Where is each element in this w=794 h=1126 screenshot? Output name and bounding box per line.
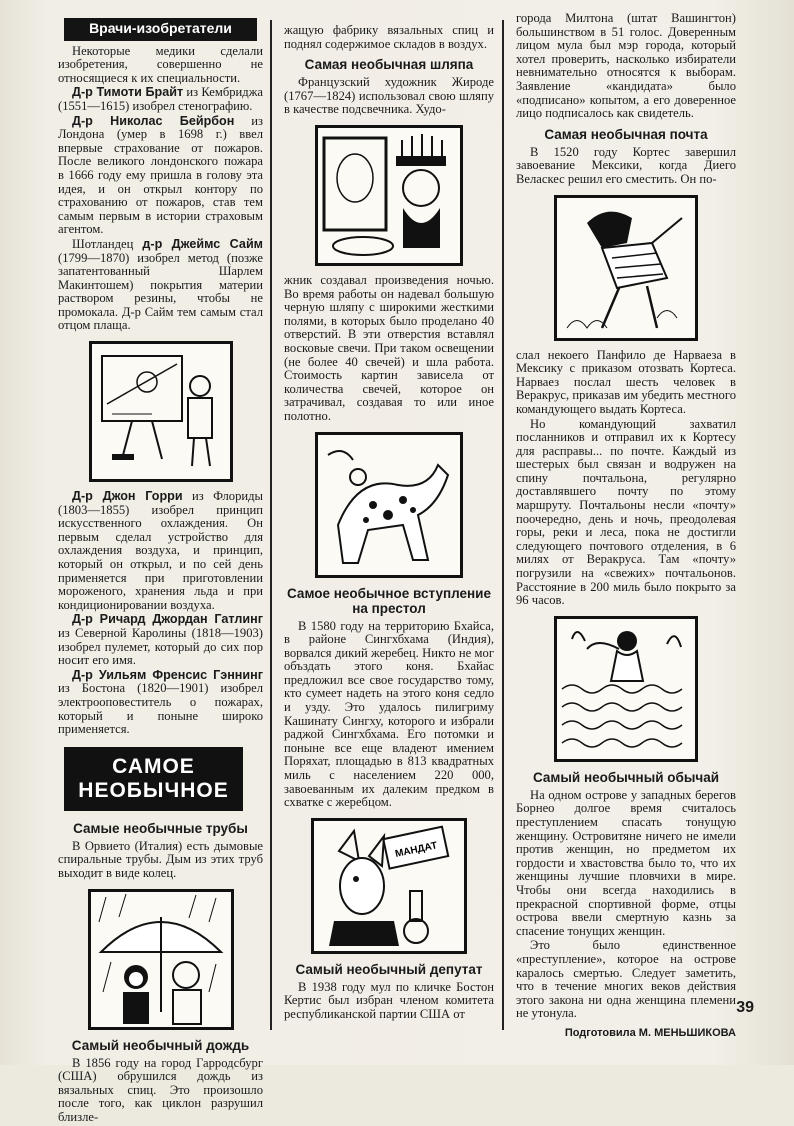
mandate-sign-text: МАНДАТ xyxy=(394,840,439,860)
paragraph-syme: Шотландец д-р Джеймс Сайм (1799—1870) изобрел метод (позже запатентованный Шарлем Макинтошем) покрытия материи раствором резины, чтобы не промокала. Д-р Сайм тем самым стал отцом плаща. xyxy=(58,236,263,333)
paragraph-hat-1: Французский художник Жироде (1767—1824) использовал свою шляпу в качестве подсвечника. Худо- xyxy=(284,75,494,117)
section-title-banner: САМОЕ НЕОБЫЧНОЕ xyxy=(64,747,243,811)
illustration-umbrella-rain xyxy=(88,889,234,1030)
page-number: 39 xyxy=(736,999,754,1016)
column-right xyxy=(516,12,736,1041)
illustration-engineer xyxy=(89,341,233,482)
paragraph-bright: Д-р Тимоти Брайт из Кембриджа (1551—1615) изобрел стенографию. xyxy=(58,85,263,113)
paragraph-post-3: Но командующий захватил посланников и отправил их к Кортесу для расправы... по почте. Каждый из шестерых был связан и водружен на спину почтальона, регулярно доставлявшего почту по этому маршруту. Почтальоны несли «почту» поочередно, день и ночь, преодолевая горы, реки и леса, пока не достигли следующего почтового отделения, в 6 милях от Веракруса. Там «почту» погрузили на «свежих» почтальонов. Расстояние в 200 миль было покрыто за 96 часов. xyxy=(516,416,736,608)
paragraph-rain: В 1856 году на город Гарродсбург (США) обрушился дождь из вязальных спиц. Это произошло после того, как циклон разрушил близле- xyxy=(58,1055,263,1124)
paragraph-hat-2: жник создавал произведения ночью. Во время работы он надевал большую черную шляпу с широкими жесткими полями, в которых было проделано 40 отверстий. В эти отверстия вставлял восковые свечи. При таком освещении (не более 40 свечей) и шла работа. Стоимость картин зависела от количества свечей, которое он затрачивал, создавая то или иное полотно. xyxy=(284,272,494,423)
illustration-mule-deputy xyxy=(311,818,467,954)
illustration-painter-hat xyxy=(315,125,463,266)
illustration-mail-carrier xyxy=(554,195,698,341)
illustration-wild-horse xyxy=(315,432,463,578)
column-divider-right xyxy=(502,20,504,1030)
paragraph-custom-1: На одном острове у западных берегов Борнео долгое время считалось преступлением спасать тонущую женщину. Островитяне ничего не имели против женщин, но предметом их гордости и хвастовства было то, что их женщины лучшие пловчихи в мире. Чтобы они всегда находились в прекрасной спортивной форме, отцы острова ввели смертную казнь за спасение тонущих женщин. xyxy=(516,787,736,938)
column-left xyxy=(58,12,263,1126)
column-middle xyxy=(284,24,494,1023)
intro-paragraph: Некоторые медики сделали изобретения, совершенно не относящиеся к их специальности. xyxy=(58,43,263,85)
paragraph-gorrie: Д-р Джон Горри из Флориды (1803—1855) изобрел принцип искусственного охлаждения. Он первым сделал устройство для охлаждения воздуха, и принцип, который он открыл, и по сей день применяется при приготовлении мороженого, хранения льда и при кондиционировании воздуха. xyxy=(58,489,263,612)
heading-post: Самая необычная почта xyxy=(544,126,708,142)
paragraph-deputy: В 1938 году мул по кличке Бостон Кертис был избран членом комитета республиканской партии США от xyxy=(284,979,494,1021)
paragraph-post-2: слал некоего Панфило де Нарваеза в Мексику с приказом отозвать Кортеса. Нарваез послал шесть человек в Веракрус, приказав им убедить местного командующего выдать Кортеса. xyxy=(516,347,736,416)
heading-pipes: Самые необычные трубы xyxy=(73,820,248,836)
heading-throne: Самое необычное вступление на престол xyxy=(287,585,491,616)
heading-rain: Самый необычный дождь xyxy=(71,1037,250,1053)
section-banner: Врачи-изобретатели xyxy=(64,18,257,41)
paragraph-pipes: В Орвието (Италия) есть дымовые спиральные трубы. Дым из этих труб выходит в виде колец. xyxy=(58,838,263,880)
paragraph-custom-2: Это было единственное «преступление», которое на острове каралось смертью. Следует заметить, что в течение многих веков действия этого закона ни одна женщина племени не утонула. xyxy=(516,938,736,1021)
heading-deputy: Самый необычный депутат xyxy=(295,961,483,977)
paragraph-channing: Д-р Уильям Френсис Гэннинг из Бостона (1820—1901) изобрел электрооповеститель о пожарах, который и поныне широко применяется. xyxy=(58,667,263,737)
heading-custom: Самый необычный обычай xyxy=(532,769,720,785)
paragraph-deputy-cont: города Милтона (штат Вашингтон) большинством в 51 голос. Доверенным лицом мула был мэр города, который хотел проверить, насколько избиратели невнимательно относятся к выборам. Заявление «кандидата» было «подписано» копытом, а его доверенное лицо подписалось как свидетель. xyxy=(516,11,736,121)
paragraph-spokes-cont: жащую фабрику вязальных спиц и поднял содержимое складов в воздух. xyxy=(284,23,494,51)
paragraph-post-1: В 1520 году Кортес завершил завоевание Мексики, когда Диего Веласкес решил его сместить. Он по- xyxy=(516,144,736,186)
illustration-swimmer-island xyxy=(554,616,698,762)
heading-hat: Самая необычная шляпа xyxy=(304,57,474,73)
paragraph-gatling: Д-р Ричард Джордан Гатлинг из Северной Каролины (1818—1903) изобрел пулемет, который до сих пор носит его имя. xyxy=(58,612,263,668)
paragraph-throne: В 1580 году на территорию Бхайса, в районе Сингхбхама (Индия), ворвался дикий жеребец. Никто не мог объздать этого коня. Бхайас предложил все свое государство тому, кто сумеет надеть на этого коня седло и узду. Это удалось пилигриму Кашинату Сингху, которого и избрали раджой Сингхбхама. Его потомки и поныне все еще владеют имением Поряхат, площадью в 813 квадратных миль с населением 220 000, завоеванным их далеким предком в схватке с жеребцом. xyxy=(284,618,494,810)
paragraph-beirbon: Д-р Николас Бейрбон из Лондона (умер в 1698 г.) ввел впервые страхование от пожаров. После великого лондонского пожара в 1666 году ему пришла в голову эта идея, и он открыл контору по страхованию от пожаров, став тем самым первым в истории страховым агентом. xyxy=(58,113,263,237)
column-divider-left xyxy=(270,20,272,1030)
author-credit: Подготовила М. МЕНЬШИКОВА xyxy=(564,1026,736,1039)
